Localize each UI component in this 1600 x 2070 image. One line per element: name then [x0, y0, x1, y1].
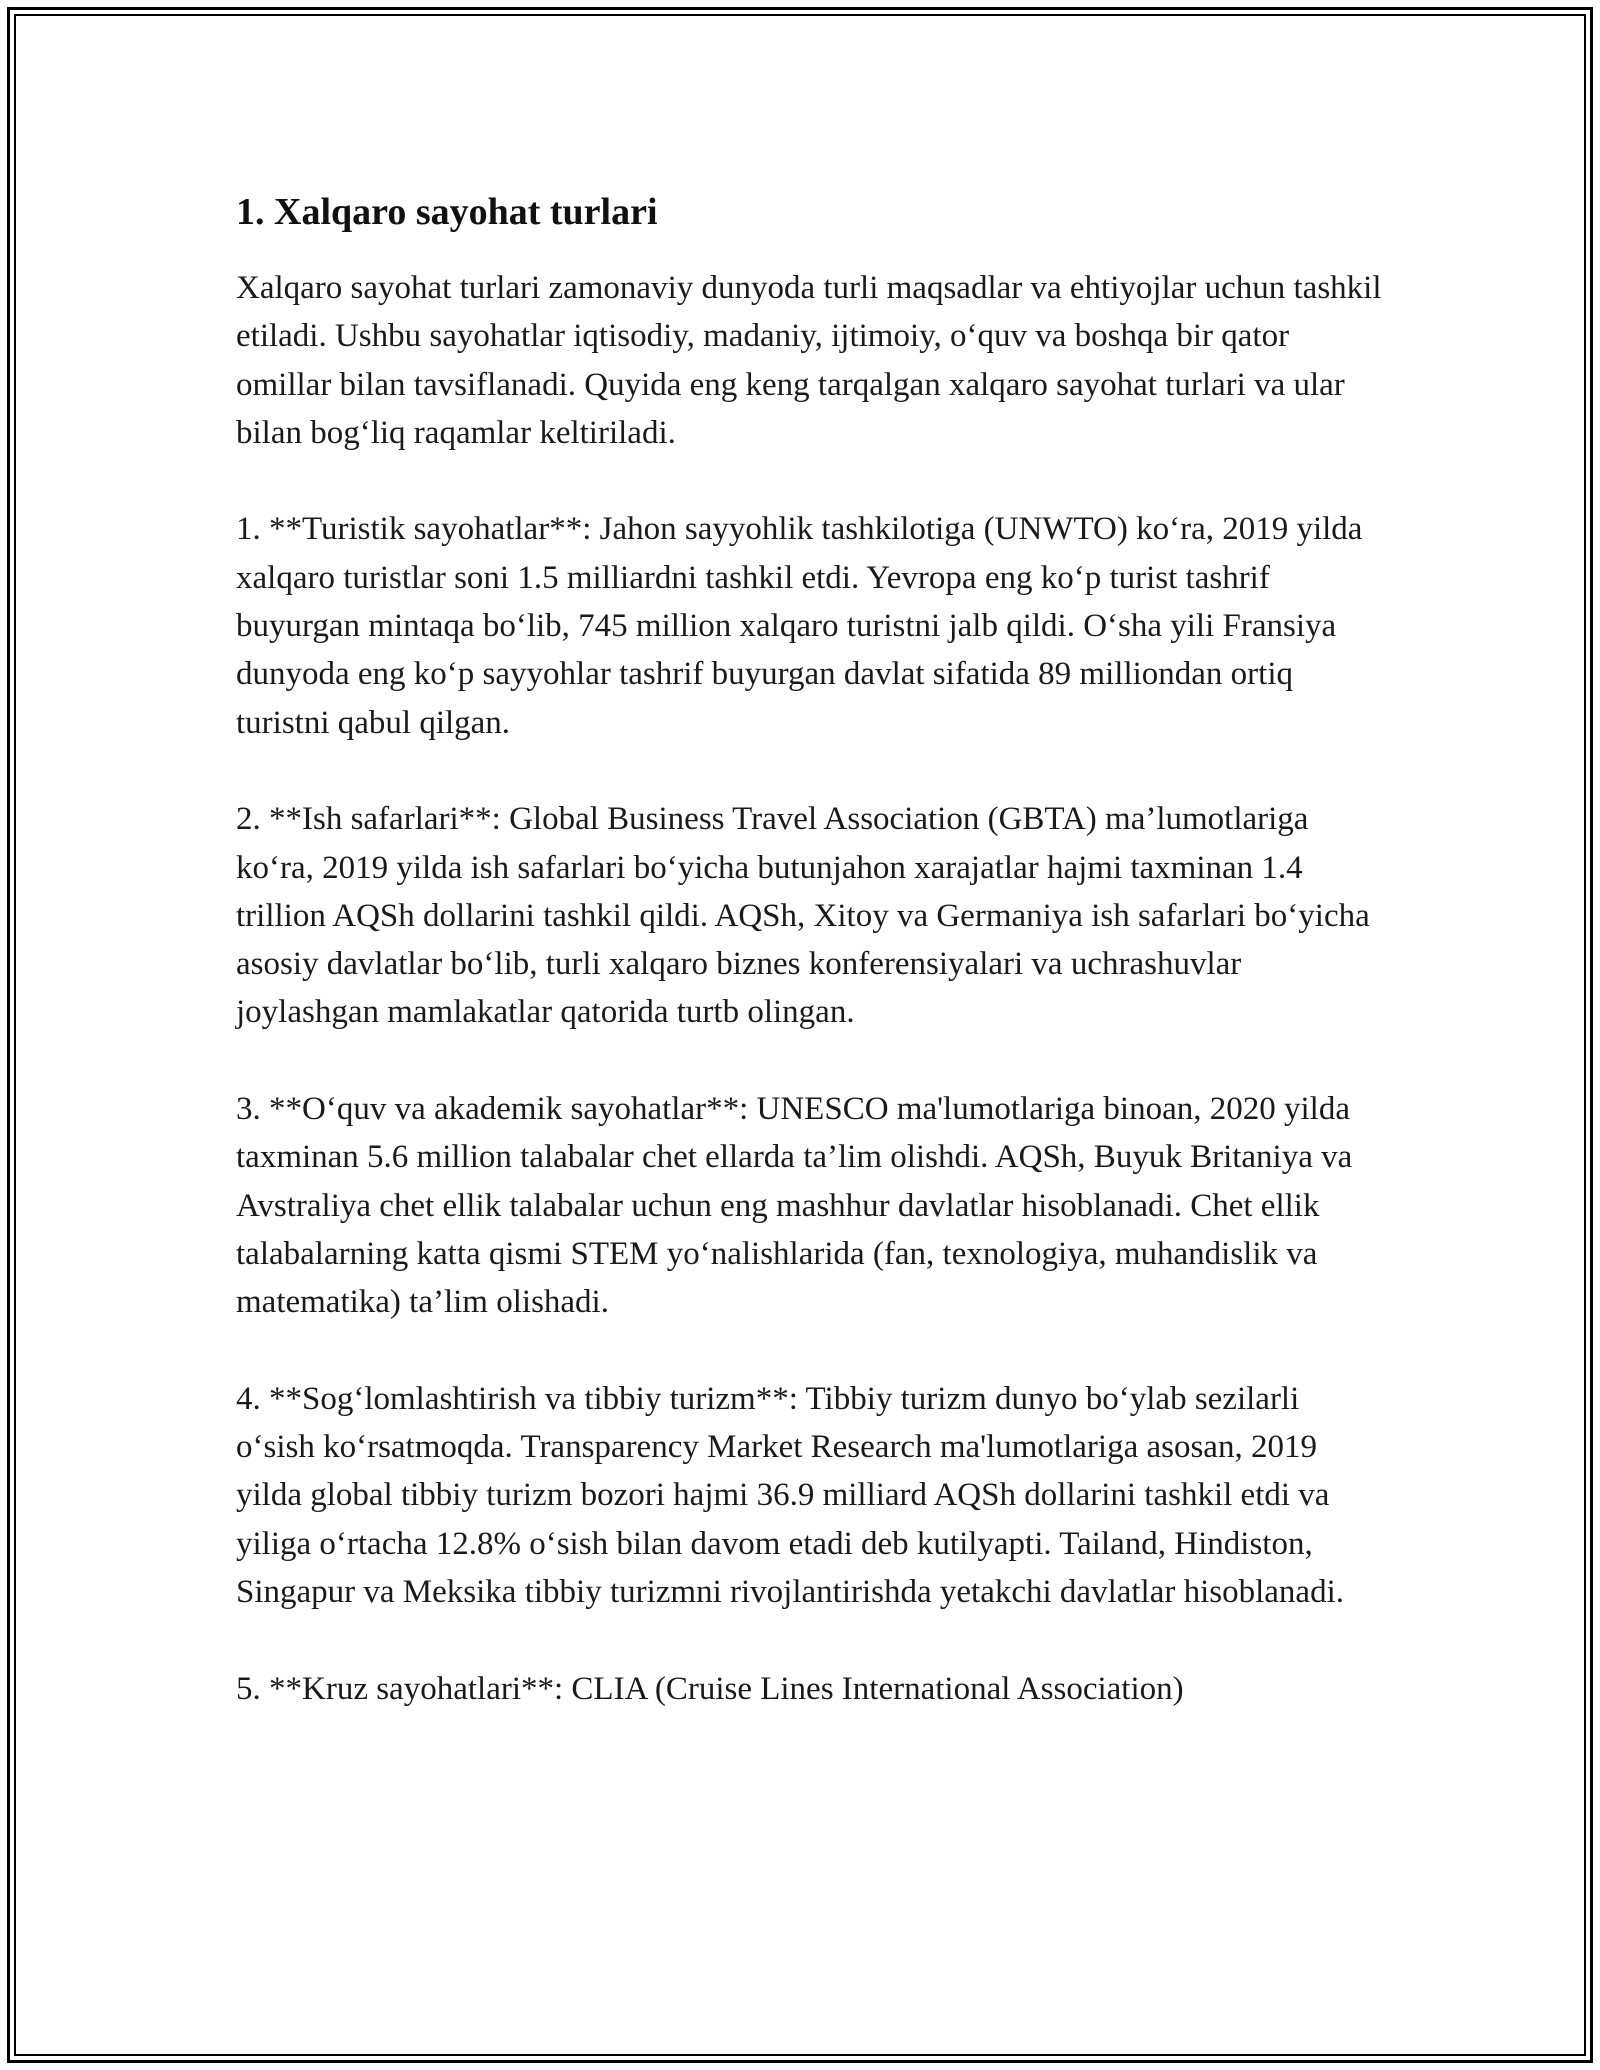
paragraph-tourist-travel: 1. **Turistik sayohatlar**: Jahon sayyohlik tashkilotiga (UNWTO) ko‘ra, 2019 yilda xalqaro turistlar soni 1.5 milliardni tashkil etdi. Yevropa eng ko‘p turist tashrif buyurgan mintaqa bo‘lib, 745 million xalqaro turistni jalb qildi. O‘sha yili Fransiya dunyoda eng ko‘p sayyohlar tashrif buyurgan davlat sifatida 89 milliondan ortiq turistni qabul qilgan. [236, 511, 1363, 741]
paragraph-academic-travel: 3. **O‘quv va akademik sayohatlar**: UNESCO ma'lumotlariga binoan, 2020 yilda taxminan 5.6 million talabalar chet ellarda ta’lim olishdi. AQSh, Buyuk Britaniya va Avstraliya chet ellik talabalar uchun eng mashhur davlatlar hisoblanadi. Chet ellik talabalarning katta qismi STEM yo‘nalishlarida (fan, texnologiya, muhandislik va matematika) ta’lim olishadi. [236, 1091, 1353, 1321]
document-body [236, 186, 1386, 1713]
paragraph-cruise-travel: 5. **Kruz sayohatlari**: CLIA (Cruise Lines International Association) [236, 1670, 1184, 1707]
document-title: 1. Xalqaro sayohat turlari [236, 191, 658, 233]
intro-paragraph: Xalqaro sayohat turlari zamonaviy dunyoda turli maqsadlar va ehtiyojlar uchun tashkil etiladi. Ushbu sayohatlar iqtisodiy, madaniy, ijtimoiy, o‘quv va boshqa bir qator omillar bilan tavsiflanadi. Quyida eng keng tarqalgan xalqaro sayohat turlari va ular bilan bog‘liq raqamlar keltiriladi. [236, 270, 1382, 451]
paragraph-medical-tourism: 4. **Sog‘lomlashtirish va tibbiy turizm**: Tibbiy turizm dunyo bo‘ylab sezilarli o‘sish ko‘rsatmoqda. Transparency Market Research ma'lumotlariga asosan, 2019 yilda global tibbiy turizm bozori hajmi 36.9 milliard AQSh dollarini tashkil etdi va yiliga o‘rtacha 12.8% o‘sish bilan davom etadi deb kutilyapti. Tailand, Hindiston, Singapur va Meksika tibbiy turizmni rivojlantirishda yetakchi davlatlar hisoblanadi. [236, 1380, 1344, 1611]
paragraph-business-travel: 2. **Ish safarlari**: Global Business Travel Association (GBTA) ma’lumotlariga ko‘ra, 2019 yilda ish safarlari bo‘yicha butunjahon xarajatlar hajmi taxminan 1.4 trillion AQSh dollarini tashkil qildi. AQSh, Xitoy va Germaniya ish safarlari bo‘yicha asosiy davlatlar bo‘lib, turli xalqaro biznes konferensiyalari va uchrashuvlar joylashgan mamlakatlar qatorida turtb olingan. [236, 801, 1370, 1031]
